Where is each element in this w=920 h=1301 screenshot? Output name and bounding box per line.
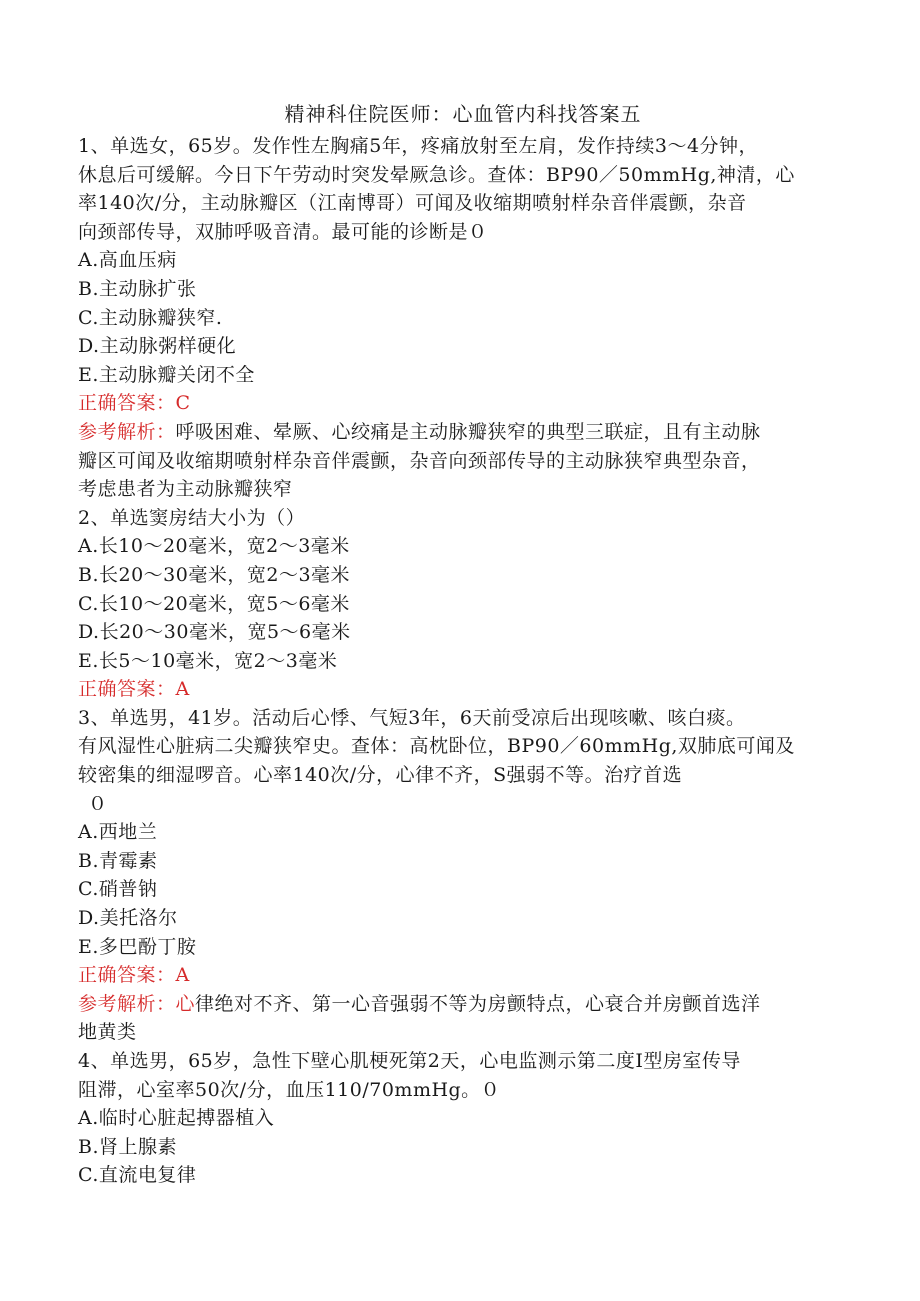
question-stem-line: 阻滞，心室率50次/分，血压110/70mmHg。０ [78, 1078, 501, 1101]
question-stem-line: 休息后可缓解。今日下午劳动时突发晕厥急诊。查体：BP90／50mmHg,神清，心 [78, 163, 795, 186]
question-stem-line: 率140次/分，主动脉瓣区（江南博哥）可闻及收缩期喷射样杂音伴震颤，杂音 [78, 192, 747, 215]
answer-label: 正确答案： [78, 392, 176, 415]
option-e: E.长5～10毫米，宽2～3毫米 [78, 649, 338, 672]
answer-line [78, 961, 848, 990]
option-a: A.高血压病 [78, 249, 177, 272]
option-d: D.美托洛尔 [78, 907, 178, 930]
question-stem-line: ０ [88, 792, 108, 815]
option-c: C.长10～20毫米，宽5～6毫米 [78, 592, 350, 615]
question-stem-line: 4、单选男，65岁，急性下壁心肌梗死第2天，心电监测示第二度Ⅰ型房室传导 [78, 1050, 741, 1072]
answer-value: A [175, 964, 190, 987]
analysis-text: 考虑患者为主动脉瓣狭窄 [78, 478, 293, 501]
option-a: A.长10～20毫米，宽2～3毫米 [78, 535, 350, 558]
answer-line [78, 675, 848, 704]
option-c: C.直流电复律 [78, 1164, 197, 1187]
option-e: E.主动脉瓣关闭不全 [78, 363, 255, 386]
analysis-text: 呼吸困难、晕厥、心绞痛是主动脉瓣狭窄的典型三联症，且有主动脉 [175, 420, 761, 443]
question-stem-line: 1、单选女，65岁。发作性左胸痛5年，疼痛放射至左肩，发作持续3～4分钟， [78, 135, 759, 157]
question-stem-line: 较密集的细湿啰音。心率140次/分，心律不齐，S强弱不等。治疗首选 [78, 764, 683, 787]
analysis-text: 地黄类 [78, 1021, 137, 1044]
option-b: B.青霉素 [78, 849, 158, 872]
option-d: D.长20～30毫米，宽5～6毫米 [78, 621, 351, 644]
option-b: B.主动脉扩张 [78, 277, 197, 300]
answer-value: C [175, 392, 191, 415]
answer-line [78, 389, 848, 418]
analysis-text: 律绝对不齐、第一心音强弱不等为房颤特点，心衰合并房颤首选洋 [195, 992, 761, 1015]
question-stem-line: 2、单选窦房结大小为（） [78, 506, 306, 529]
analysis-text: 瓣区可闻及收缩期喷射样杂音伴震颤，杂音向颈部传导的主动脉狭窄典型杂音， [78, 449, 761, 472]
page-title: 精神科住院医师：心血管内科找答案五 [284, 102, 642, 126]
answer-label: 正确答案： [78, 964, 176, 987]
analysis-line [78, 990, 848, 1019]
option-a: A.西地兰 [78, 821, 158, 844]
option-c: C.主动脉瓣狭窄. [78, 306, 223, 329]
document-page [78, 100, 848, 1190]
option-a: A.临时心脏起搏器植入 [78, 1107, 275, 1130]
option-b: B.长20～30毫米，宽2～3毫米 [78, 563, 351, 586]
question-1 [78, 132, 848, 504]
answer-label: 正确答案： [78, 678, 176, 701]
question-4 [78, 1047, 848, 1190]
analysis-label: 参考解析： [78, 420, 176, 443]
question-stem-line: 3、单选男，41岁。活动后心悸、气短3年，6天前受凉后出现咳嗽、咳白痰。 [78, 706, 746, 729]
question-stem-line: 向颈部传导，双肺呼吸音清。最可能的诊断是０ [78, 220, 488, 243]
answer-value: A [175, 678, 190, 701]
option-e: E.多巴酚丁胺 [78, 935, 197, 958]
question-3 [78, 704, 848, 1047]
question-stem-line: 有风湿性心脏病二尖瓣狭窄史。查体：高枕卧位，BP90／60mmHg,双肺底可闻及 [78, 735, 795, 758]
option-b: B.肾上腺素 [78, 1135, 178, 1158]
question-2 [78, 504, 848, 704]
option-d: D.主动脉粥样硬化 [78, 335, 237, 358]
analysis-line [78, 418, 848, 447]
option-c: C.硝普钠 [78, 878, 158, 901]
analysis-label: 参考解析：心 [78, 992, 196, 1015]
